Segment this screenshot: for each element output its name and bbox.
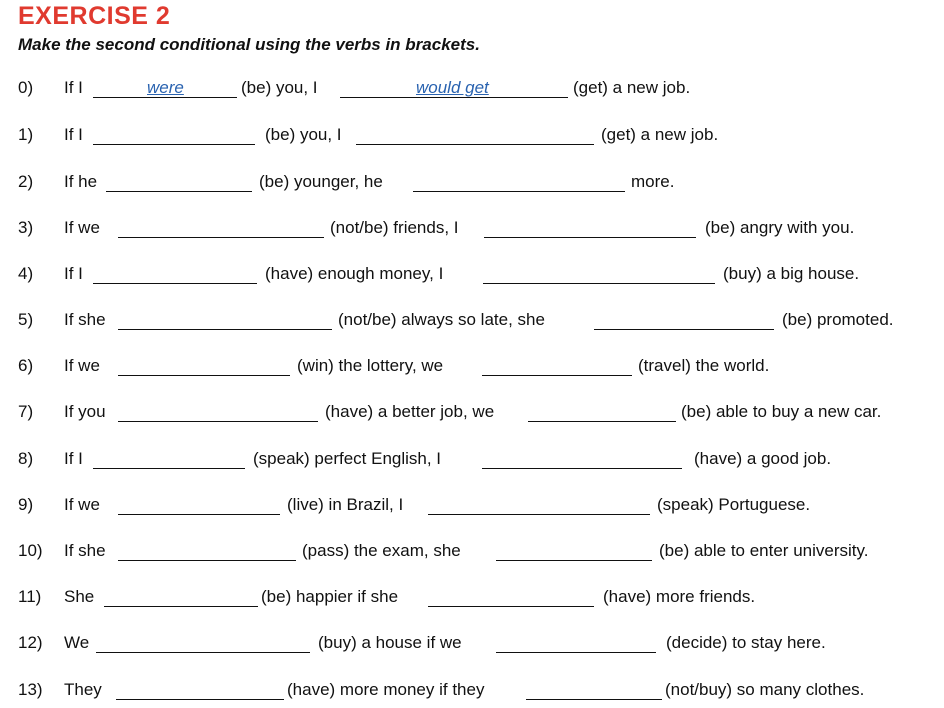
item-number: 5) xyxy=(18,310,34,329)
sentence-part-1: If you xyxy=(64,402,106,421)
sentence-part-2: (win) the lottery, we xyxy=(297,356,444,375)
answer-blank-2[interactable] xyxy=(482,449,682,469)
sentence-part-2: (have) more money if they xyxy=(287,680,485,699)
sentence-part-2: (be) happier if she xyxy=(261,587,399,606)
sentence-part-1: If I xyxy=(64,78,83,97)
answer-blank-1[interactable] xyxy=(118,310,332,330)
answer-blank-1[interactable] xyxy=(118,495,280,515)
sentence-part-3: (travel) the world. xyxy=(638,356,770,375)
sentence-part-1: If she xyxy=(64,310,106,329)
answer-blank-2[interactable] xyxy=(413,172,625,192)
sentence-part-2: (live) in Brazil, I xyxy=(287,495,404,514)
sentence-part-1: They xyxy=(64,680,102,699)
item-number: 3) xyxy=(18,218,34,237)
item-number: 2) xyxy=(18,172,34,191)
item-number: 9) xyxy=(18,495,34,514)
sentence-part-1: If I xyxy=(64,449,83,468)
sentence-part-2: (be) you, I xyxy=(241,78,318,97)
sentence-part-2: (have) enough money, I xyxy=(265,264,444,283)
item-number: 12) xyxy=(18,633,43,652)
answer-blank-2[interactable] xyxy=(356,125,594,145)
answer-blank-2[interactable] xyxy=(482,356,632,376)
sentence-part-3: (speak) Portuguese. xyxy=(657,495,811,514)
answer-blank-1[interactable] xyxy=(96,633,310,653)
sentence-part-1: We xyxy=(64,633,90,652)
sentence-part-3: (get) a new job. xyxy=(573,78,691,97)
sentence-part-3: (buy) a big house. xyxy=(723,264,860,283)
answer-blank-2[interactable] xyxy=(428,495,650,515)
sentence-part-2: (buy) a house if we xyxy=(318,633,462,652)
item-number: 1) xyxy=(18,125,34,144)
answer-blank-2[interactable] xyxy=(496,633,656,653)
sentence-part-3: (be) able to enter university. xyxy=(659,541,869,560)
sentence-part-2: (have) a better job, we xyxy=(325,402,495,421)
sentence-part-2: (be) you, I xyxy=(265,125,342,144)
sentence-part-3: (be) promoted. xyxy=(782,310,894,329)
sentence-part-1: If he xyxy=(64,172,98,191)
item-number: 0) xyxy=(18,78,34,97)
answer-blank-2[interactable] xyxy=(483,264,715,284)
item-number: 8) xyxy=(18,449,34,468)
answer-blank-1[interactable] xyxy=(104,587,258,607)
answer-blank-1[interactable] xyxy=(93,449,245,469)
sentence-part-3: (decide) to stay here. xyxy=(666,633,826,652)
instruction-text: Make the second conditional using the verbs in brackets. xyxy=(18,35,480,54)
answer-blank-1[interactable] xyxy=(118,402,318,422)
sentence-part-1: If we xyxy=(64,218,100,237)
exercise-title: EXERCISE 2 xyxy=(18,2,171,30)
answer-blank-2[interactable] xyxy=(594,310,774,330)
answer-blank-1[interactable] xyxy=(106,172,252,192)
answer-blank-1[interactable] xyxy=(93,264,257,284)
sentence-part-2: (pass) the exam, she xyxy=(302,541,461,560)
sentence-part-1: If I xyxy=(64,264,83,283)
filled-answer-1: were xyxy=(147,78,184,97)
answer-blank-2[interactable] xyxy=(496,541,652,561)
answer-blank-1[interactable] xyxy=(118,541,296,561)
sentence-part-2: (speak) perfect English, I xyxy=(253,449,442,468)
sentence-part-1: She xyxy=(64,587,95,606)
sentence-part-2: (be) younger, he xyxy=(259,172,383,191)
answer-blank-1[interactable] xyxy=(93,125,255,145)
item-number: 11) xyxy=(18,587,42,606)
sentence-part-2: (not/be) always so late, she xyxy=(338,310,545,329)
item-number: 7) xyxy=(18,402,34,421)
sentence-part-3: (be) able to buy a new car. xyxy=(681,402,882,421)
sentence-part-3: (have) a good job. xyxy=(694,449,832,468)
answer-blank-1[interactable] xyxy=(118,218,324,238)
sentence-part-1: If we xyxy=(64,356,100,375)
item-number: 4) xyxy=(18,264,34,283)
item-number: 10) xyxy=(18,541,43,560)
item-number: 13) xyxy=(18,680,43,699)
answer-blank-2[interactable] xyxy=(526,680,662,700)
answer-blank-2[interactable] xyxy=(484,218,696,238)
sentence-part-2: (not/be) friends, I xyxy=(330,218,459,237)
sentence-part-1: If I xyxy=(64,125,83,144)
answer-blank-1[interactable] xyxy=(118,356,290,376)
item-number: 6) xyxy=(18,356,34,375)
sentence-part-3: more. xyxy=(631,172,675,191)
sentence-part-3: (be) angry with you. xyxy=(705,218,855,237)
filled-answer-2: would get xyxy=(416,78,489,97)
answer-blank-2[interactable] xyxy=(528,402,676,422)
sentence-part-3: (have) more friends. xyxy=(603,587,756,606)
sentence-part-3: (not/buy) so many clothes. xyxy=(665,680,865,699)
answer-blank-1[interactable] xyxy=(116,680,284,700)
sentence-part-3: (get) a new job. xyxy=(601,125,719,144)
sentence-part-1: If she xyxy=(64,541,106,560)
answer-blank-2[interactable] xyxy=(428,587,594,607)
sentence-part-1: If we xyxy=(64,495,100,514)
